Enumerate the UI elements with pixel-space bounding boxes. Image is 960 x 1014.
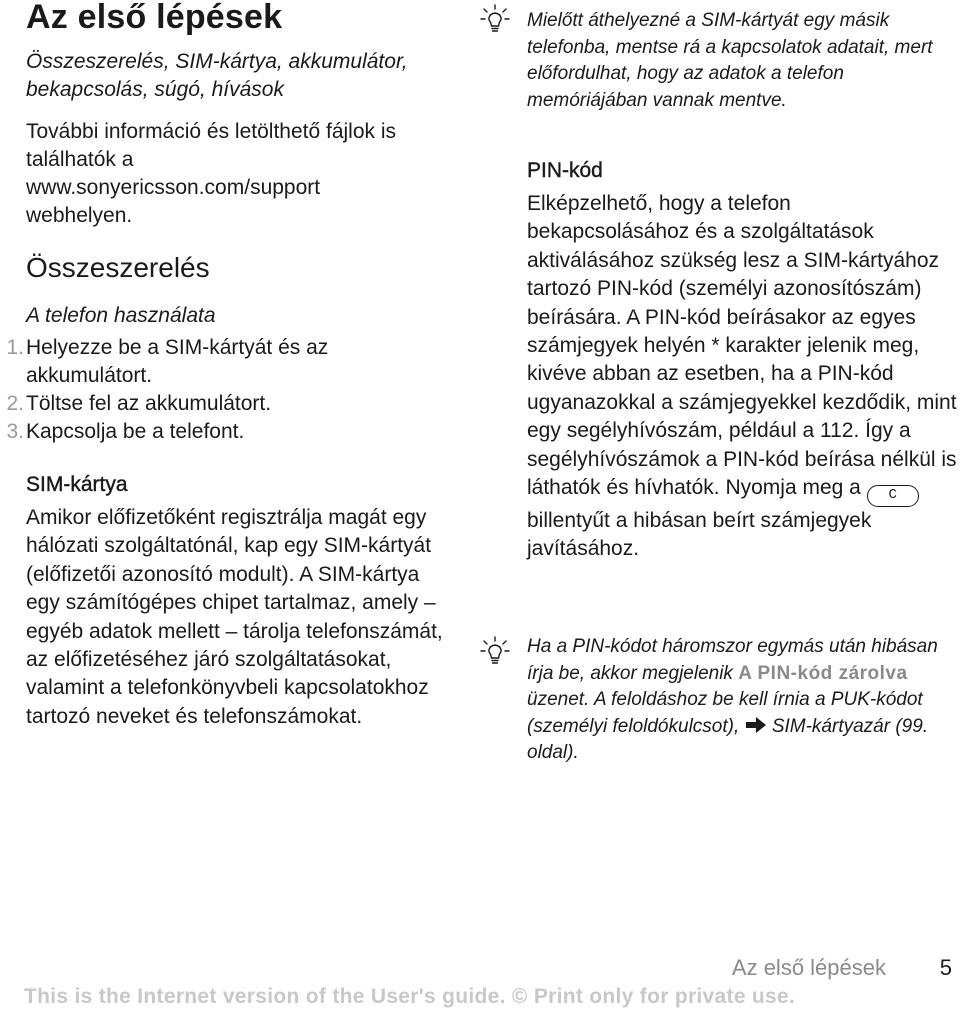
lightbulb-icon [480,636,510,666]
tip-text: Mielőtt áthelyezné a SIM-kártyát egy másik telefonba, mentse rá a kapcsolatok adatait, mert előfordulhat, hogy az adatok a telefon memóriájában vannak mentve. [527,10,933,111]
intro-text: További információ és letölthető fájlok is találhatók a www.sonyericsson.com/support webhelyen. [26,120,397,227]
step-text: Helyezze be a SIM-kártyát és az akkumulátort. [26,336,329,387]
pin-body-text-end: billentyűt a hibásan beírt számjegyek javításához. [527,509,872,561]
page-number: 5 [939,955,952,980]
sim-heading: SIM-kártya [26,473,128,496]
sim-body: Amikor előfizetőként regisztrálja magát egy hálózati szolgáltatónál, kap egy SIM-kártyát (előfizetői azonosító modult). A SIM-kártya egy számítógépes chipet tartalmaz, amely – egyéb adatok mellett – tárolja telefonszámát, az előfizetéséhez járó szolgáltatásokat, valamint a telefonkönyvbeli kapcsolatokhoz tartozó neveket és telefonszámokat. [26,506,443,728]
step-number: 1. [6,336,24,359]
steps-list [2,334,442,446]
page-subtitle: Összeszerelés, SIM-kártya, akkumulátor, bekapcsolás, súgó, hívások [26,50,408,101]
ui-message: A PIN-kód zárolva [738,662,908,684]
step-number: 2. [6,392,24,415]
step-text: Töltse fel az akkumulátort. [26,392,272,415]
lightbulb-icon [480,4,510,34]
tip-text [527,634,957,767]
tip-text-start: Ha a PIN-kódot háromszor egymás után hibásan írja be, akkor megjelenik [527,636,938,684]
pin-heading: PIN-kód [527,159,603,182]
usage-title: A telefon használata [26,304,216,327]
page-title: Az első lépések [26,0,283,36]
tip-text-middle: üzenet. A feloldáshoz be kell írnia a PUK-kódot (személyi feloldókulcsot), [527,689,923,737]
arrow-right-icon [745,716,767,734]
c-key-icon: C [867,485,919,507]
cross-reference-link[interactable]: SIM-kártyazár (99. oldal). [527,715,929,763]
step-text: Kapcsolja be a telefont. [26,420,245,443]
step-number: 3. [6,420,24,443]
step-item [2,418,442,446]
step-item [2,390,442,418]
footer-section-label: Az első lépések [731,955,886,980]
pin-body-text: Elképzelhető, hogy a telefon bekapcsolásához és a szolgáltatások aktiválásához szükség lesz a SIM-kártyához tartozó PIN-kód (személyi azonosítószám) beírására. A PIN-kód beírásakor az egyes számjegyek helyén * karakter jelenik meg, kivéve abban az esetben, ha a PIN-kód ugyanazokkal a számjegyekkel kezdődik, mint egy segélyhívószám, például a 112. Így a segélyhívószámok a PIN-kód beírása nélkül is láthatók és hívhatók. Nyomja meg a [527,192,957,500]
step-item [2,334,442,390]
footer-notice: This is the Internet version of the User's guide. © Print only for private use. [24,985,796,1008]
assembly-heading: Összeszerelés [26,252,210,283]
pin-body [527,190,957,564]
